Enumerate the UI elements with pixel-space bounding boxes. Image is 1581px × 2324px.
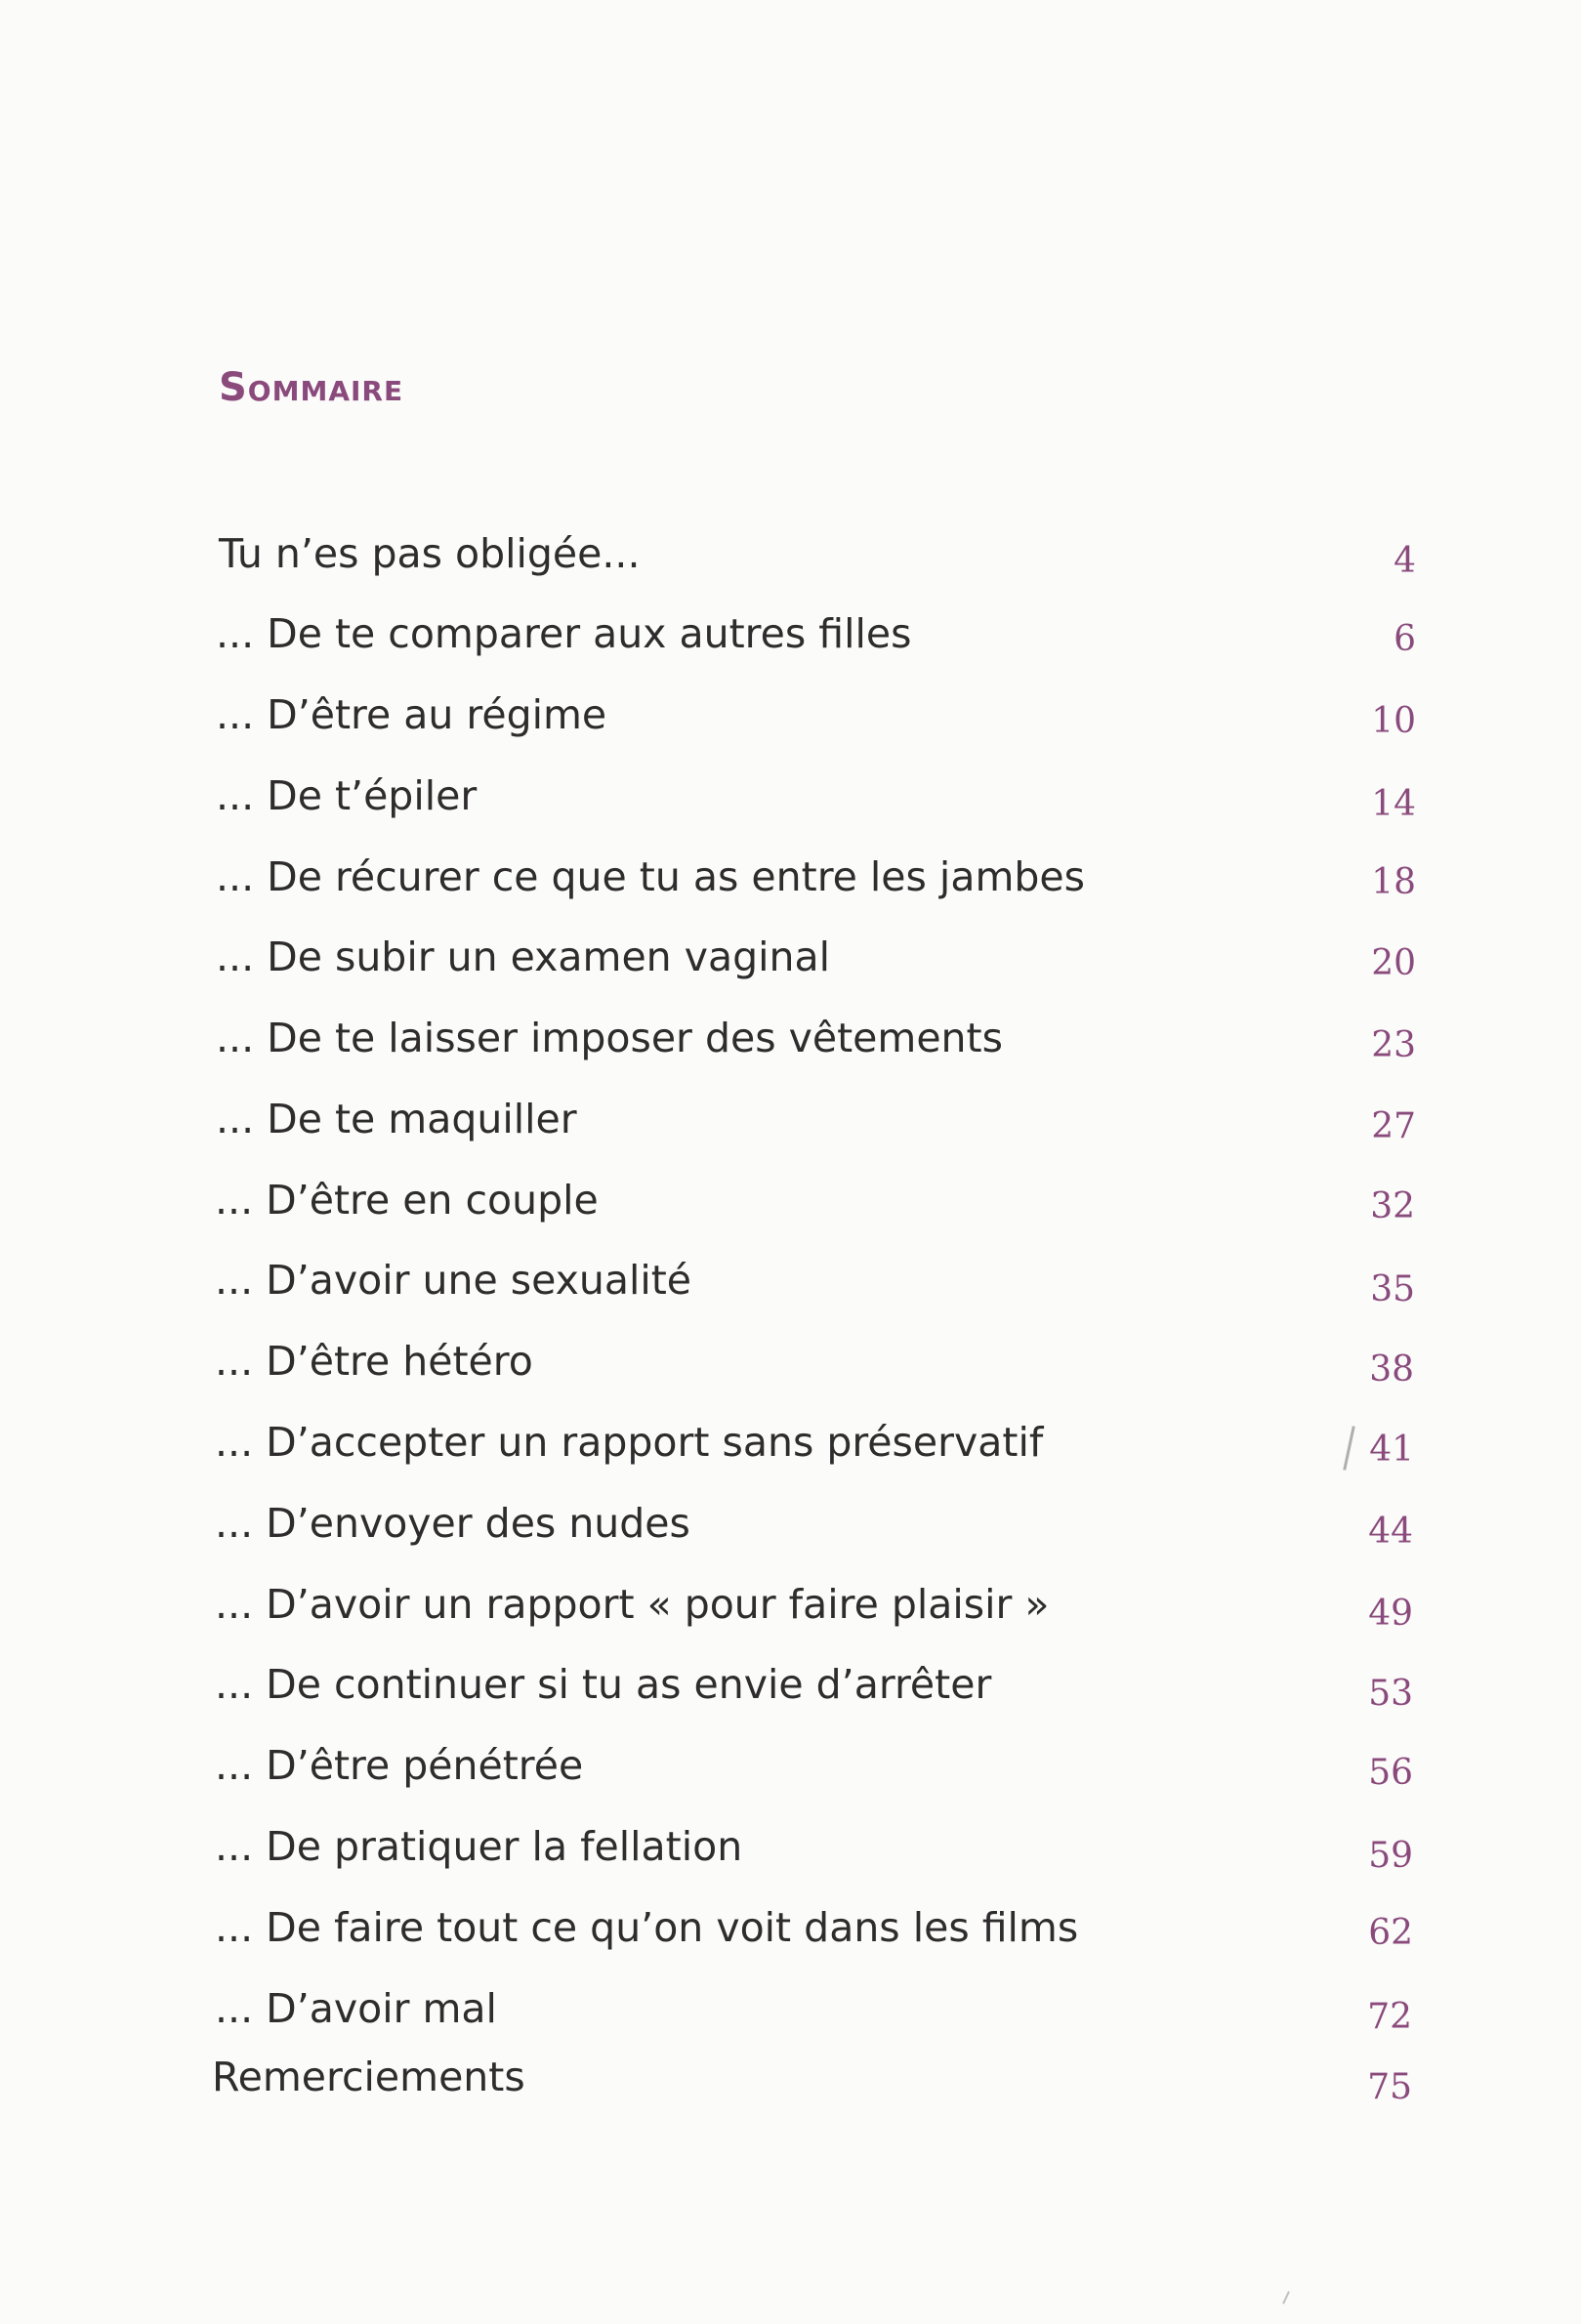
- toc-entry: [0, 1332, 1581, 1390]
- toc-entry-label: ... D’accepter un rapport sans préservatif: [215, 1419, 1044, 1466]
- toc-entry-page: 14: [1371, 784, 1416, 824]
- toc-entry: [0, 2048, 1581, 2106]
- toc-entry-page: 32: [1370, 1186, 1415, 1226]
- toc-entry: [0, 1575, 1581, 1634]
- toc-entry: [0, 604, 1581, 663]
- toc-entry-page: 10: [1371, 701, 1416, 741]
- toc-entry: [0, 1171, 1581, 1229]
- page-title: Sommaire: [219, 365, 404, 410]
- toc-entry-label: ... D’être hétéro: [215, 1338, 533, 1385]
- toc-entry-label: ... D’avoir un rapport « pour faire plaisir »: [215, 1581, 1050, 1628]
- toc-entry-label: ... De te comparer aux autres filles: [216, 610, 912, 657]
- toc-entry-label: ... D’être au régime: [216, 691, 607, 738]
- toc-entry-label: ... De t’épiler: [216, 772, 478, 819]
- toc-entry: [0, 928, 1581, 986]
- toc-entry: [0, 1090, 1581, 1148]
- toc-entry: [0, 1898, 1581, 1957]
- toc-entry-label: ... D’envoyer des nudes: [215, 1500, 690, 1547]
- toc-entry-label: ... De continuer si tu as envie d’arrêter: [215, 1661, 992, 1708]
- toc-entry-label: ... D’avoir mal: [215, 1985, 497, 2032]
- toc-entry: [0, 767, 1581, 825]
- toc-entry: [0, 1817, 1581, 1876]
- toc-entry-page: 4: [1394, 541, 1416, 581]
- toc-entry-label: ... De te maquiller: [216, 1096, 577, 1142]
- toc-entry-label: ... De te laisser imposer des vêtements: [216, 1015, 1003, 1061]
- toc-entry-page: 44: [1368, 1512, 1413, 1552]
- toc-entry-label: ... De faire tout ce qu’on voit dans les films: [215, 1904, 1079, 1951]
- toc-entry-page: 27: [1371, 1106, 1416, 1146]
- toc-entry-label: Remerciements: [212, 2054, 525, 2100]
- toc-entry-page: 35: [1370, 1269, 1415, 1309]
- toc-entry-page: 20: [1371, 943, 1416, 983]
- toc-entry: [0, 685, 1581, 744]
- toc-entry-label: ... De subir un examen vaginal: [216, 934, 830, 980]
- toc-entry-label: ... D’être pénétrée: [215, 1742, 584, 1789]
- toc-entry: [0, 524, 1581, 583]
- toc-entry: [0, 1494, 1581, 1553]
- toc-entry-page: 6: [1394, 619, 1416, 659]
- toc-entry-page: 41: [1369, 1430, 1414, 1470]
- toc-entry-page: 72: [1367, 1997, 1412, 2037]
- toc-entry-label: ... De récurer ce que tu as entre les jambes: [216, 853, 1085, 900]
- toc-entry: [0, 848, 1581, 906]
- toc-entry: [0, 1979, 1581, 2038]
- toc-entry-label: ... D’avoir une sexualité: [215, 1257, 692, 1304]
- toc-entry: [0, 1736, 1581, 1795]
- toc-entry-page: 59: [1368, 1836, 1413, 1876]
- toc-entry-page: 23: [1371, 1025, 1416, 1065]
- toc-entry-page: 56: [1368, 1753, 1413, 1793]
- toc-entry-page: 49: [1368, 1594, 1413, 1634]
- toc-entry-page: 18: [1371, 862, 1416, 902]
- toc-entry-label: ... D’être en couple: [215, 1177, 599, 1224]
- toc-entry-page: 75: [1367, 2067, 1412, 2107]
- toc-entry: [0, 1009, 1581, 1067]
- toc-entry-label: Tu n’es pas obligée...: [219, 530, 641, 577]
- toc-entry-label: ... De pratiquer la fellation: [215, 1823, 743, 1870]
- toc-entry-page: 53: [1368, 1674, 1413, 1714]
- toc-entry: [0, 1251, 1581, 1309]
- toc-entry-page: 62: [1368, 1913, 1413, 1953]
- toc-entry-page: 38: [1369, 1349, 1414, 1390]
- toc-entry: [0, 1655, 1581, 1714]
